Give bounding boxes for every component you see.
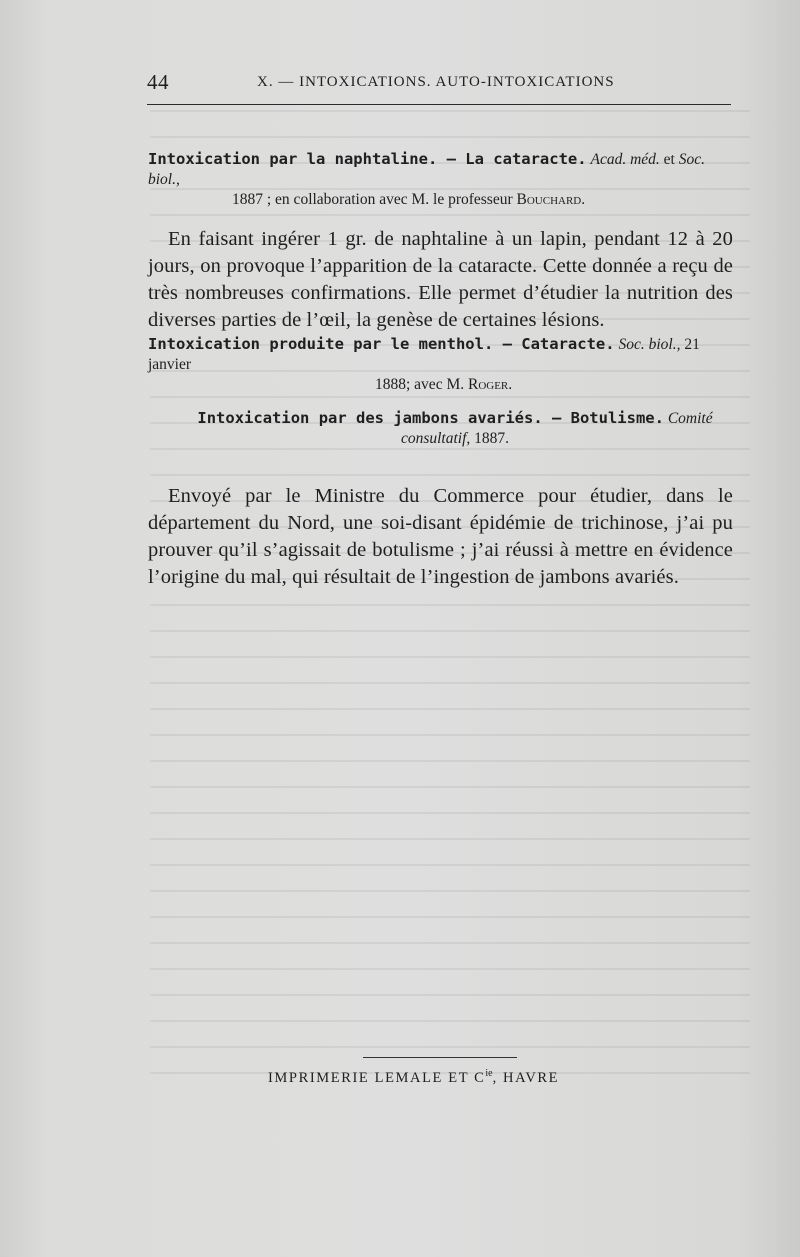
entry-title: Intoxication produite par le menthol. — Cataracte. bbox=[148, 335, 615, 353]
entry-title: Intoxication par la naphtaline. — La cataracte. bbox=[148, 150, 587, 168]
page-number: 44 bbox=[147, 70, 169, 94]
entry-journal: Soc. biol., bbox=[618, 336, 681, 353]
footer-rule bbox=[363, 1057, 517, 1058]
entry-journal-joiner: et bbox=[659, 151, 679, 168]
entry-collaboration: 1888; avec M. bbox=[375, 376, 468, 393]
paragraph-botulisme: Envoyé par le Ministre du Commerce pour étudier, dans le département du Nord, une soi-disant épidémie de trichinose, j’ai pu prouver qu’il s’agissait de botulisme ; j’ai réussi à mettre en évidence l’origine du mal, qui résultait de l’ingestion de jambons avariés. bbox=[148, 484, 733, 588]
entry-author: Roger bbox=[467, 376, 509, 393]
entry-collaboration: 1887 ; en collaboration avec M. le professeur bbox=[232, 191, 517, 208]
entry-period: . bbox=[508, 376, 513, 393]
header-rule bbox=[147, 104, 731, 105]
entry-journal: Comité bbox=[667, 410, 713, 427]
entry-period: . bbox=[581, 191, 586, 208]
running-head: X. — INTOXICATIONS. AUTO-INTOXICATIONS bbox=[257, 74, 615, 90]
bibliography-entry-menthol bbox=[148, 334, 733, 395]
entry-journal: Acad. méd. bbox=[590, 151, 660, 168]
imprint-prefix: IMPRIMERIE LEMALE ET C bbox=[268, 1069, 486, 1086]
entry-line-2 bbox=[148, 375, 733, 395]
imprint-superscript: ie bbox=[485, 1068, 493, 1079]
entry-title: Intoxication par des jambons avariés. — Botulisme. bbox=[197, 409, 664, 427]
entry-journal-continued: consultatif, bbox=[400, 430, 471, 447]
page-header bbox=[147, 70, 732, 96]
printer-imprint bbox=[268, 1068, 628, 1087]
entry-date: 21 janvier bbox=[148, 336, 700, 373]
entry-year: 1887. bbox=[470, 430, 510, 447]
entry-author: Bouchard bbox=[516, 191, 582, 208]
bibliography-entry-naphtaline bbox=[148, 149, 733, 210]
entry-line-2 bbox=[148, 190, 733, 210]
paragraph-naphtaline: En faisant ingérer 1 gr. de naphtaline à un lapin, pendant 12 à 20 jours, on provoque l’apparition de la cataracte. Cette donnée a reçu de très nombreuses confirmations. Elle permet d’étudier la nutrition des diverses parties de l’œil, la genèse de certaines lésions. bbox=[148, 227, 733, 331]
entry-journal-2: Soc. biol., bbox=[148, 151, 705, 188]
bibliography-entry-botulisme bbox=[176, 408, 734, 449]
imprint-suffix: , HAVRE bbox=[492, 1069, 560, 1086]
